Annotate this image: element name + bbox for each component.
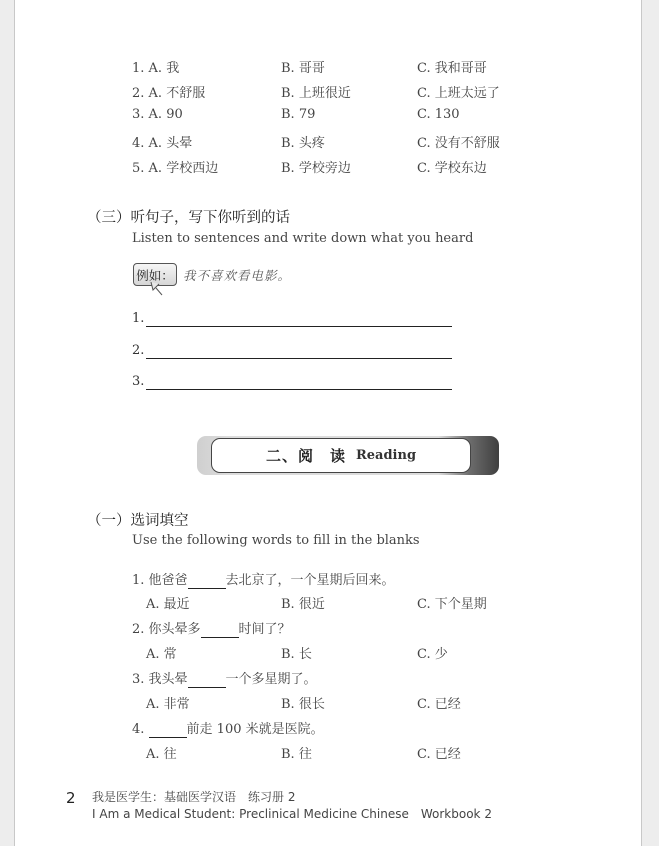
question-1-option-c: C. 下个星期 — [417, 597, 487, 612]
question-3-option-c: C. 已经 — [417, 697, 461, 712]
example-label: 例如： — [136, 267, 174, 283]
option-1a: 1. A. 我 — [132, 61, 180, 76]
question-4-blank[interactable] — [149, 722, 187, 738]
answer-line-label-1: 1. — [132, 311, 145, 326]
option-3b: B. 79 — [281, 107, 316, 122]
question-1-option-b: B. 很近 — [281, 597, 325, 612]
question-4-option-a: A. 往 — [146, 747, 177, 762]
option-4b: B. 头疼 — [281, 136, 325, 151]
question-2-option-b: B. 长 — [281, 647, 312, 662]
banner-title-cn: 二、阅 读 — [265, 447, 346, 465]
question-1 — [132, 569, 395, 589]
answer-line-1[interactable] — [146, 326, 452, 327]
section3-subtitle: Listen to sentences and write down what you heard — [132, 231, 474, 246]
reading-banner-label — [211, 438, 471, 473]
question-3 — [132, 668, 317, 688]
question-3-post: 一个多星期了。 — [225, 672, 317, 687]
speech-pointer-icon — [149, 282, 165, 296]
option-2a: 2. A. 不舒服 — [132, 86, 206, 101]
reading-banner — [197, 436, 499, 475]
footer-title-en: I Am a Medical Student: Preclinical Medicine Chinese Workbook 2 — [92, 807, 492, 821]
footer-title-cn: 我是医学生：基础医学汉语 练习册 2 — [92, 790, 296, 804]
question-1-post: 去北京了，一个星期后回来。 — [225, 573, 395, 588]
option-5c: C. 学校东边 — [417, 161, 487, 176]
answer-line-2[interactable] — [146, 358, 452, 359]
option-1c: C. 我和哥哥 — [417, 61, 487, 76]
question-3-option-b: B. 很长 — [281, 697, 325, 712]
question-3-blank[interactable] — [188, 672, 226, 688]
option-4c: C. 没有不舒服 — [417, 136, 500, 151]
answer-line-3[interactable] — [146, 389, 452, 390]
option-3c: C. 130 — [417, 107, 460, 122]
option-5b: B. 学校旁边 — [281, 161, 351, 176]
option-1b: B. 哥哥 — [281, 61, 325, 76]
question-4-option-b: B. 往 — [281, 747, 312, 762]
option-4a: 4. A. 头晕 — [132, 136, 193, 151]
section3-title: （三）听句子，写下你听到的话 — [87, 210, 290, 226]
page-number: 2 — [66, 789, 76, 807]
question-4-pre: 4. — [132, 722, 149, 737]
question-2-pre: 2. 你头晕多 — [132, 622, 201, 637]
answer-line-label-3: 3. — [132, 374, 145, 389]
question-1-option-a: A. 最近 — [146, 597, 190, 612]
example-sentence: 我不喜欢看电影。 — [183, 268, 292, 283]
question-2-option-a: A. 常 — [146, 647, 177, 662]
workbook-page — [14, 0, 642, 846]
option-5a: 5. A. 学校西边 — [132, 161, 219, 176]
question-2-option-c: C. 少 — [417, 647, 448, 662]
banner-title-en: Reading — [355, 448, 417, 463]
reading-section-title: （一）选词填空 — [87, 513, 189, 529]
question-3-pre: 3. 我头晕 — [132, 672, 188, 687]
reading-section-subtitle: Use the following words to fill in the blanks — [132, 533, 420, 548]
question-2-post: 时间了？ — [238, 622, 291, 637]
option-2b: B. 上班很近 — [281, 86, 351, 101]
option-2c: C. 上班太远了 — [417, 86, 500, 101]
question-2-blank[interactable] — [201, 622, 239, 638]
answer-line-label-2: 2. — [132, 343, 145, 358]
question-1-pre: 1. 他爸爸 — [132, 573, 188, 588]
question-4-post: 前走 100 米就是医院。 — [186, 722, 324, 737]
option-3a: 3. A. 90 — [132, 107, 183, 122]
question-1-blank[interactable] — [188, 573, 226, 589]
question-4 — [132, 718, 324, 738]
question-2 — [132, 618, 291, 638]
question-4-option-c: C. 已经 — [417, 747, 461, 762]
question-3-option-a: A. 非常 — [146, 697, 190, 712]
